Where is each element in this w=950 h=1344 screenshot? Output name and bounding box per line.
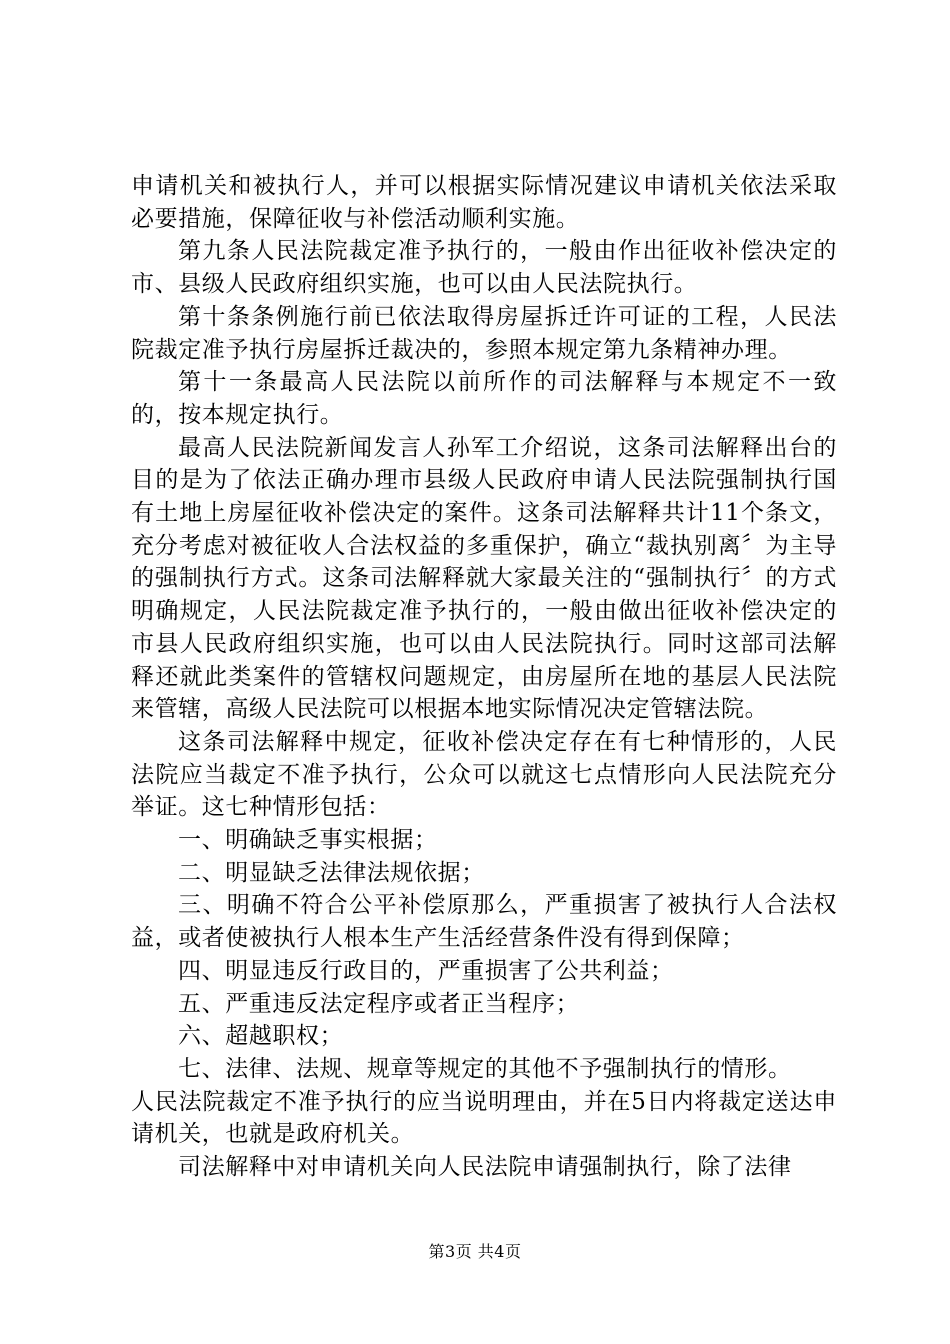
list-item: 四、明显违反行政目的，严重损害了公共利益； <box>178 957 674 984</box>
list-item: 二、明显缺乏法律法规依据； <box>178 859 485 886</box>
list-item: 五、严重违反法定程序或者正当程序； <box>178 990 580 1017</box>
paragraph: 最高人民法院新闻发言人孙军工介绍说，这条司法解释出台的目的是为了依法正确办理市县级人民政府申请人民法院强制执行国有土地上房屋征收补偿决定的案件。这条司法解释共计11个条文，充分考虑对被征收人合法权益的多重保护，确立“裁执别离〞为主导的强制执行方式。这条司法解释就大家最关注的“强制执行〞的方式明确规定，人民法院裁定准予执行的，一般由做出征收补偿决定的市县人民政府组织实施，也可以由人民法院执行。同时这部司法解释还就此类案件的管辖权问题规定，由房屋所在地的基层人民法院来管辖，高级人民法院可以根据本地实际情况决定管辖法院。 <box>131 434 837 723</box>
list-item: 七、法律、法规、规章等规定的其他不予强制执行的情形。 <box>178 1055 792 1082</box>
paragraph: 第十一条最高人民法院以前所作的司法解释与本规定不一致的，按本规定执行。 <box>131 369 837 428</box>
list-item: 六、超越职权； <box>178 1023 344 1050</box>
paragraph: 申请机关和被执行人，并可以根据实际情况建议申请机关依法采取必要措施，保障征收与补偿活动顺利实施。 <box>131 173 837 232</box>
paragraph: 第十条条例施行前已依法取得房屋拆迁许可证的工程，人民法院裁定准予执行房屋拆迁裁决的，参照本规定第九条精神办理。 <box>131 303 837 363</box>
page-number-footer: 第3页 共4页 <box>428 1242 522 1261</box>
list-item: 三、明确不符合公平补偿原那么，严重损害了被执行人合法权益，或者使被执行人根本生产生活经营条件没有得到保障； <box>131 892 837 952</box>
paragraph: 这条司法解释中规定，征收补偿决定存在有七种情形的，人民法院应当裁定不准予执行，公众可以就这七点情形向人民法院充分举证。这七种情形包括： <box>131 728 837 821</box>
document-body <box>131 170 837 1184</box>
paragraph: 司法解释中对申请机关向人民法院申请强制执行，除了法律 <box>178 1154 792 1181</box>
paragraph: 第九条人民法院裁定准予执行的，一般由作出征收补偿决定的市、县级人民政府组织实施，也可以由人民法院执行。 <box>131 238 837 298</box>
paragraph: 人民法院裁定不准予执行的应当说明理由，并在5日内将裁定送达申请机关，也就是政府机关。 <box>131 1088 837 1148</box>
list-item: 一、明确缺乏事实根据； <box>178 827 438 854</box>
